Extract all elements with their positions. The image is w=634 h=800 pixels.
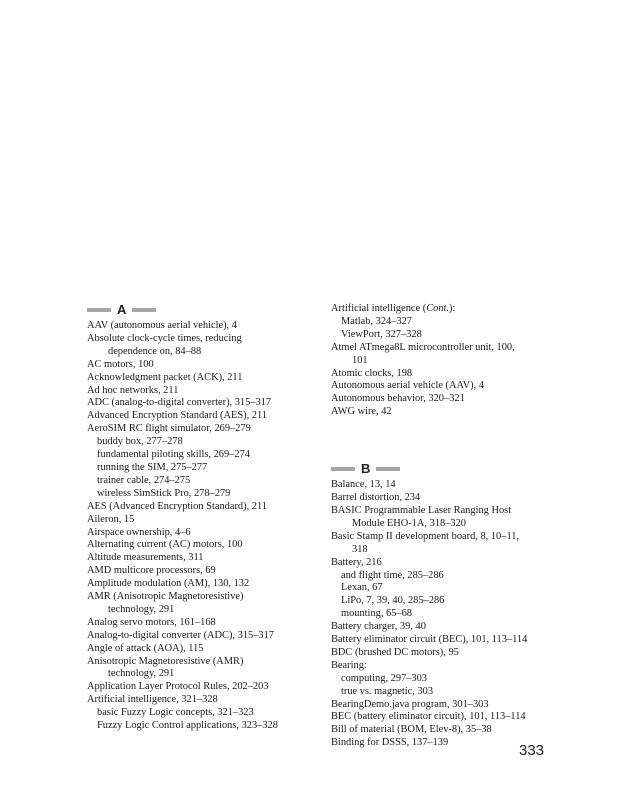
index-entry: Binding for DSSS, 137–139	[331, 737, 449, 749]
index-list-a-continued	[331, 303, 551, 419]
index-entry: BASIC Programmable Laser Ranging Host	[331, 504, 512, 516]
index-entry: AC motors, 100	[87, 358, 154, 370]
index-subentry: Fuzzy Logic Control applications, 323–328	[97, 720, 278, 732]
index-entry: Bearing:	[331, 659, 367, 671]
index-column-left	[87, 303, 327, 733]
index-subentry: LiPo, 7, 39, 40, 285–286	[341, 595, 445, 607]
index-entry: Artificial intelligence (Cont.):	[331, 303, 456, 314]
index-entry: Autonomous behavior, 320–321	[331, 393, 465, 405]
index-subentry: trainer cable, 274–275	[97, 474, 191, 486]
index-entry: AeroSIM RC flight simulator, 269–279	[87, 423, 251, 435]
index-subentry: wireless SimStick Pro, 278–279	[97, 487, 231, 499]
index-entry: Battery, 216	[331, 556, 382, 568]
index-subentry: Lexan, 67	[341, 582, 383, 594]
index-entry: Application Layer Protocol Rules, 202–203	[87, 681, 269, 693]
index-entry: AMD multicore processors, 69	[87, 565, 216, 577]
section-letter: A	[117, 302, 127, 317]
index-entry: Battery eliminator circuit (BEC), 101, 113–114	[331, 634, 528, 646]
section-letter: B	[361, 461, 371, 477]
index-entry: Angle of attack (AOA), 115	[87, 642, 204, 654]
index-entry: Alternating current (AC) motors, 100	[87, 539, 243, 551]
index-subentry: Matlab, 324–327	[341, 315, 412, 327]
index-entry-continuation: Module EHO-1A, 318–320	[352, 517, 466, 529]
index-subentry: fundamental piloting skills, 269–274	[97, 449, 250, 461]
index-column-right	[331, 303, 551, 750]
header-rule-right	[132, 308, 156, 312]
index-entry: Absolute clock-cycle times, reducing	[87, 332, 242, 344]
index-subentry: ViewPort, 327–328	[341, 328, 422, 340]
index-list-a	[87, 320, 327, 733]
index-subentry: running the SIM, 275–277	[97, 461, 208, 473]
index-entry: Atomic clocks, 198	[331, 367, 413, 379]
header-rule-left	[87, 308, 111, 312]
index-entry: AWG wire, 42	[331, 406, 392, 418]
section-header-b	[331, 462, 551, 476]
header-rule-left	[331, 467, 355, 471]
index-entry: Balance, 13, 14	[331, 479, 396, 491]
index-entry: Barrel distortion, 234	[331, 492, 421, 504]
index-entry: Amplitude modulation (AM), 130, 132	[87, 578, 250, 590]
index-entry-continuation: 318	[352, 543, 368, 555]
index-list-b	[331, 479, 551, 750]
index-entry: Basic Stamp II development board, 8, 10–11,	[331, 530, 520, 542]
index-entry-continuation: technology, 291	[108, 668, 175, 680]
index-entry: Ad hoc networks, 211	[87, 384, 179, 396]
index-entry: Atmel ATmega8L microcontroller unit, 100,	[331, 341, 515, 353]
index-entry: Aileron, 15	[87, 513, 135, 525]
section-header-a	[87, 303, 327, 317]
index-entry: Altitude measurements, 311	[87, 552, 204, 564]
index-entry: Analog servo motors, 161–168	[87, 616, 216, 628]
index-entry: BDC (brushed DC motors), 95	[331, 646, 459, 658]
index-entry: ADC (analog-to-digital converter), 315–317	[87, 397, 272, 409]
index-subentry: buddy box, 277–278	[97, 436, 183, 448]
header-rule-right	[376, 467, 400, 471]
index-subentry: true vs. magnetic, 303	[341, 685, 434, 697]
index-subentry: computing, 297–303	[341, 672, 428, 684]
index-subentry: mounting, 65–68	[341, 608, 413, 620]
index-entry: BearingDemo.java program, 301–303	[331, 698, 489, 710]
index-subentry: and flight time, 285–286	[341, 569, 444, 581]
index-entry: Acknowledgment packet (ACK), 211	[87, 371, 243, 383]
index-entry: BEC (battery eliminator circuit), 101, 113–114	[331, 711, 526, 723]
index-entry: Analog-to-digital converter (ADC), 315–317	[87, 629, 274, 641]
index-entry: Battery charger, 39, 40	[331, 621, 426, 633]
index-entry: AES (Advanced Encryption Standard), 211	[87, 500, 267, 512]
index-entry: Artificial intelligence, 321–328	[87, 694, 218, 706]
index-entry: AMR (Anisotropic Magnetoresistive)	[87, 591, 244, 603]
index-entry: Anisotropic Magnetoresistive (AMR)	[87, 655, 244, 667]
index-entry: Autonomous aerial vehicle (AAV), 4	[331, 380, 485, 392]
index-entry-continuation: technology, 291	[108, 603, 175, 615]
index-subentry: basic Fuzzy Logic concepts, 321–323	[97, 707, 254, 719]
index-entry: AAV (autonomous aerial vehicle), 4	[87, 320, 237, 331]
index-entry-continuation: 101	[352, 354, 368, 366]
index-entry: Bill of material (BOM, Elev-8), 35–38	[331, 724, 492, 736]
index-entry-continuation: dependence on, 84–88	[108, 345, 202, 357]
index-entry: Advanced Encryption Standard (AES), 211	[87, 410, 267, 422]
page-number: 333	[519, 742, 545, 759]
index-entry: Airspace ownership, 4–6	[87, 526, 191, 538]
